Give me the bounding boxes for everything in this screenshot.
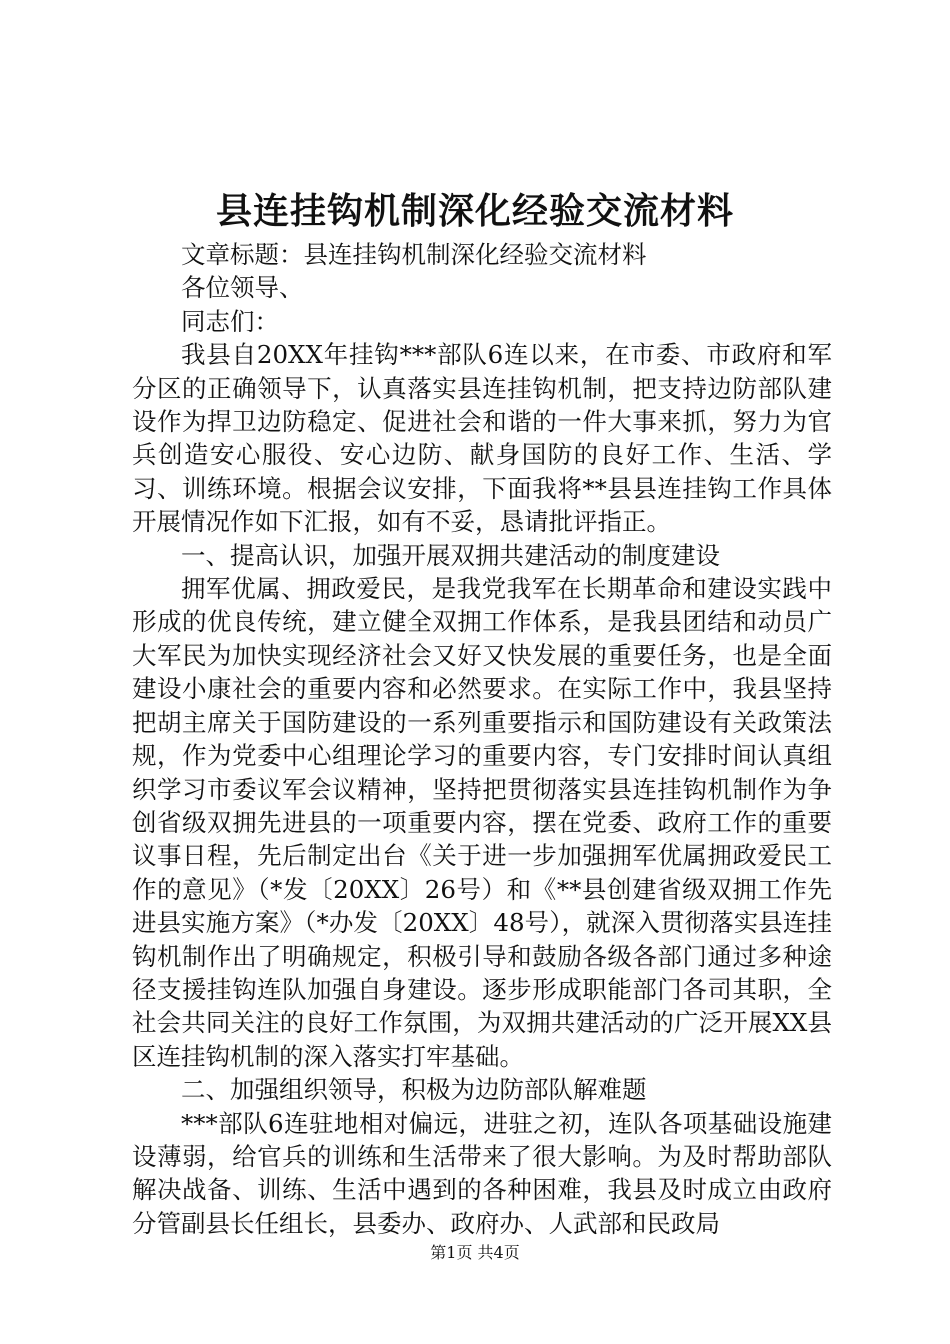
salutation-leaders: 各位领导、 [181,273,304,303]
article-title-line: 文章标题：县连挂钩机制深化经验交流材料 [181,240,647,269]
intro-paragraph: 我县自20XX年挂钩***部队6连以来，在市委、市政府和军分区的正确领导下，认真落实县连挂钩机制，把支持边防部队建设作为捍卫边防稳定、促进社会和谐的一件大事来抓，努力为官兵创造安心服役、安心边防、献身国防的良好工作、生活、学习、训练环境。根据会议安排，下面我将**县县连挂钩工作具体开展情况作如下汇报，如有不妥，恳请批评指正。 [132,340,832,537]
salutation-comrades: 同志们： [181,306,279,336]
document-body [132,238,832,1240]
section-2-paragraph: ***部队6连驻地相对偏远，进驻之初，连队各项基础设施建设薄弱，给官兵的训练和生活带来了很大影响。为及时帮助部队解决战备、训练、生活中遇到的各种困难，我县及时成立由政府分管副县长任组长，县委办、政府办、人武部和民政局 [132,1108,832,1238]
section-1-paragraph: 拥军优属、拥政爱民，是我党我军在长期革命和建设实践中形成的优良传统，建立健全双拥工作体系，是我县团结和动员广大军民为加快实现经济社会又好又快发展的重要任务，也是全面建设小康社会的重要内容和必然要求。在实际工作中，我县坚持把胡主席关于国防建设的一系列重要指示和国防建设有关政策法规，作为党委中心组理论学习的重要内容，专门安排时间认真组织学习市委议军会议精神，坚持把贯彻落实县连挂钩机制作为争创省级双拥先进县的一项重要内容，摆在党委、政府工作的重要议事日程，先后制定出台《关于进一步加强拥军优属拥政爱民工作的意见》（*发〔20XX〕26号）和《**县创建省级双拥工作先进县实施方案》（*办发〔20XX〕48号），就深入贯彻落实县连挂钩机制作出了明确规定，积极引导和鼓励各级各部门通过多种途径支援挂钩连队加强自身建设。逐步形成职能部门各司其职，全社会共同关注的良好工作氛围，为双拥共建活动的广泛开展XX县区连挂钩机制的深入落实打牢基础。 [132,574,832,1071]
section-heading-2: 二、加强组织领导，积极为边防部队解难题 [181,1075,647,1105]
section-heading-1: 一、提高认识，加强开展双拥共建活动的制度建设 [181,540,720,570]
document-title: 县连挂钩机制深化经验交流材料 [215,190,734,232]
page-number-footer: 第1页 共4页 [430,1243,520,1262]
